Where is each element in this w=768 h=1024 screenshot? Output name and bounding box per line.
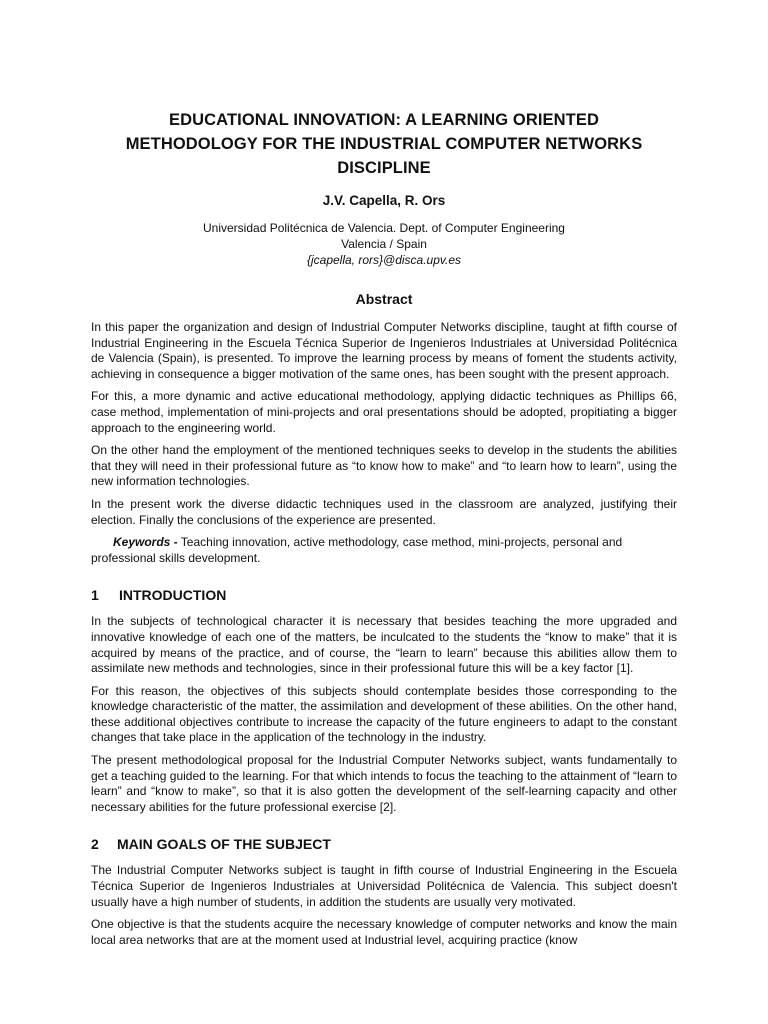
- section-heading-introduction: [91, 586, 677, 604]
- keywords-label: Keywords -: [113, 535, 178, 550]
- section-paragraph: For this reason, the objectives of this subjects should contemplate besides those corresponding to the knowledge characteristic of the matter, the assimilation and development of these abilities. On the other hand, these additional objectives contribute to increase the capacity of the future engineers to adapt to the constant changes that take place in the application of the technology in the industry.: [91, 683, 677, 745]
- section-paragraph: The Industrial Computer Networks subject is taught in fifth course of Industrial Engineering in the Escuela Técnica Superior de Ingenieros Industriales at Universidad Politécnica de Valencia. This subject doesn't usually have a high number of students, in addition the students are usually very motivated.: [91, 863, 677, 909]
- paper-title: [91, 0, 677, 180]
- section-heading-main-goals: [91, 835, 677, 853]
- section-body-introduction: [91, 614, 677, 815]
- section-number: 2: [91, 836, 99, 853]
- abstract-heading: Abstract: [355, 291, 413, 307]
- abstract-paragraph: For this, a more dynamic and active educational methodology, applying didactic techniques as Phillips 66, case method, implementation of mini-projects and oral presentations should be adopted, propitiating a bigger approach to the engineering world.: [91, 389, 677, 435]
- abstract-body: [91, 320, 677, 528]
- section-number: 1: [91, 587, 99, 604]
- section-paragraph: In the subjects of technological character it is necessary that besides teaching the more upgraded and innovative knowledge of each one of the matters, be inculcated to the students the “know to make” that it is acquired by means of the practice, and of course, the “learn to learn” because this abilities allow them to assimilate new methods and technologies, since in their professional future this will be a key factor [1].: [91, 614, 677, 676]
- abstract-paragraph: In the present work the diverse didactic techniques used in the classroom are analyzed, justifying their election. Finally the conclusions of the experience are presented.: [91, 496, 677, 527]
- keywords-text: Teaching innovation, active methodology, case method, mini-projects, personal and professional skills development.: [91, 535, 623, 565]
- title-line: DISCIPLINE: [337, 159, 431, 177]
- section-paragraph: One objective is that the students acquire the necessary knowledge of computer networks and know the main local area networks that are at the moment used at Industrial level, acquiring practice (know: [91, 917, 677, 947]
- affiliation-line: Valencia / Spain: [341, 237, 427, 251]
- section-paragraph: The present methodological proposal for the Industrial Computer Networks subject, wants fundamentally to get a teaching guided to the learning. For that which intends to focus the teaching to the attainment of “learn to learn” and “know to make”, so that it is also gotten the development of the self-learning capacity and other necessary abilities for the future professional exercise [2].: [91, 753, 677, 814]
- authors: J.V. Capella, R. Ors: [322, 193, 446, 208]
- section-title: INTRODUCTION: [119, 587, 227, 604]
- section-title: MAIN GOALS OF THE SUBJECT: [117, 836, 331, 853]
- affiliation-line: Universidad Politécnica de Valencia. Dept. of Computer Engineering: [203, 221, 565, 235]
- title-line: METHODOLOGY FOR THE INDUSTRIAL COMPUTER NETWORKS: [125, 135, 643, 153]
- abstract-paragraph: On the other hand the employment of the mentioned techniques seeks to develop in the students the abilities that they will need in their professional future as “to know how to make” and “to learn how to learn”, using the new information technologies.: [91, 443, 677, 489]
- author-email: {jcapella, rors}@disca.upv.es: [306, 253, 462, 267]
- section-body-main-goals: [91, 863, 677, 948]
- affiliation: [91, 220, 677, 268]
- title-line: EDUCATIONAL INNOVATION: A LEARNING ORIENTED: [169, 111, 599, 129]
- keywords: [91, 535, 677, 566]
- abstract-paragraph: In this paper the organization and design of Industrial Computer Networks discipline, taught at fifth course of Industrial Engineering in the Escuela Técnica Superior de Ingenieros Industriales at Universidad Politécnica de Valencia (Spain), is presented. To improve the learning process by means of foment the students activity, achieving in consequence a bigger motivation of the same ones, has been sought with the present approach.: [91, 320, 677, 381]
